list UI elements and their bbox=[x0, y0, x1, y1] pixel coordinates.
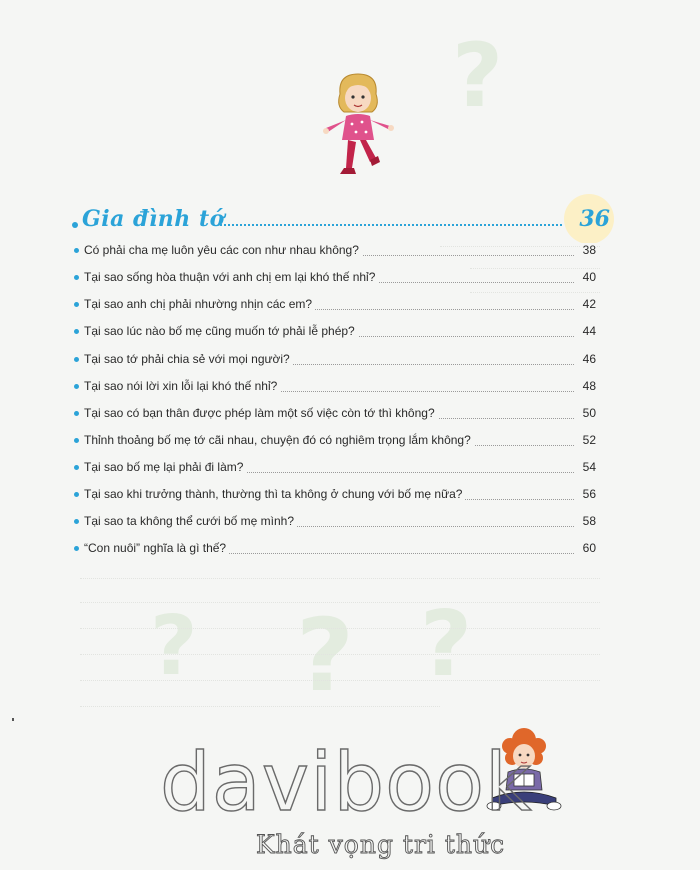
dot-leader bbox=[220, 224, 562, 226]
bullet-icon bbox=[74, 465, 79, 470]
toc-question: Tại sao sống hòa thuận với anh chị em lại khó thế nhỉ? bbox=[84, 270, 378, 284]
toc-item[interactable] bbox=[74, 539, 596, 559]
bullet-icon bbox=[74, 357, 79, 362]
girl-illustration bbox=[318, 70, 398, 198]
bleed-through-line bbox=[80, 578, 600, 579]
toc-page-number: 54 bbox=[582, 460, 596, 474]
toc-page-number: 52 bbox=[582, 433, 596, 447]
question-mark-icon: ? bbox=[452, 24, 504, 127]
bleed-through-line bbox=[80, 602, 600, 603]
toc-item[interactable] bbox=[74, 322, 596, 342]
toc-item[interactable] bbox=[74, 431, 596, 451]
bullet-icon bbox=[74, 384, 79, 389]
toc-page-number: 56 bbox=[582, 487, 596, 501]
toc-question: “Con nuôi” nghĩa là gì thế? bbox=[84, 541, 229, 555]
toc-item[interactable] bbox=[74, 404, 596, 424]
bullet-icon bbox=[74, 329, 79, 334]
toc-question: Có phải cha mẹ luôn yêu các con như nhau không? bbox=[84, 243, 362, 257]
toc-page-number: 48 bbox=[582, 379, 596, 393]
watermark-logo: davibook bbox=[160, 736, 533, 829]
toc-question: Tại sao ta không thể cưới bố mẹ mình? bbox=[84, 514, 297, 528]
toc-page-number: 42 bbox=[582, 297, 596, 311]
toc-question: Tại sao nói lời xin lỗi lại khó thế nhỉ? bbox=[84, 379, 280, 393]
question-mark-icon: ? bbox=[296, 597, 355, 714]
toc-page-number: 58 bbox=[582, 514, 596, 528]
section-title: Gia đình tớ bbox=[82, 206, 225, 232]
bleed-through-line bbox=[470, 292, 600, 293]
bullet-icon bbox=[74, 275, 79, 280]
bullet-icon bbox=[74, 411, 79, 416]
toc-page-number: 44 bbox=[582, 324, 596, 338]
toc-question: Tại sao có bạn thân được phép làm một số việc còn tớ thì không? bbox=[84, 406, 438, 420]
toc-item[interactable] bbox=[74, 268, 596, 288]
toc-page-number: 40 bbox=[582, 270, 596, 284]
toc-page-number: 38 bbox=[582, 243, 596, 257]
bullet-icon bbox=[74, 248, 79, 253]
toc-question: Thỉnh thoảng bố mẹ tớ cãi nhau, chuyện đó có nghiêm trọng lắm không? bbox=[84, 433, 474, 447]
toc-item[interactable] bbox=[74, 295, 596, 315]
bleed-through-line bbox=[80, 628, 600, 629]
toc-item[interactable] bbox=[74, 512, 596, 532]
bleed-through-line bbox=[80, 654, 600, 655]
section-page-number: 36 bbox=[579, 206, 610, 232]
toc-item[interactable] bbox=[74, 241, 596, 261]
bleed-through-line bbox=[80, 706, 440, 707]
bullet-icon bbox=[74, 302, 79, 307]
bleed-through-line bbox=[80, 680, 600, 681]
toc-question: Tại sao anh chị phải nhường nhịn các em? bbox=[84, 297, 315, 311]
question-mark-icon: ? bbox=[420, 592, 473, 697]
toc-page-number: 46 bbox=[582, 352, 596, 366]
toc-page-number: 60 bbox=[582, 541, 596, 555]
toc-item[interactable] bbox=[74, 485, 596, 505]
bullet-icon bbox=[74, 519, 79, 524]
toc-item[interactable] bbox=[74, 350, 596, 370]
scan-speck bbox=[12, 718, 14, 721]
watermark-tagline: Khát vọng tri thức bbox=[256, 830, 506, 859]
toc-question: Tại sao khi trưởng thành, thường thì ta không ở chung với bố mẹ nữa? bbox=[84, 487, 465, 501]
bullet-icon bbox=[74, 438, 79, 443]
toc-item[interactable] bbox=[74, 458, 596, 478]
section-heading[interactable] bbox=[70, 204, 610, 238]
toc-page-number: 50 bbox=[582, 406, 596, 420]
bullet-icon bbox=[74, 546, 79, 551]
toc-question: Tại sao bố mẹ lại phải đi làm? bbox=[84, 460, 246, 474]
question-mark-icon: ? bbox=[150, 599, 198, 694]
bullet-icon bbox=[72, 222, 78, 228]
bullet-icon bbox=[74, 492, 79, 497]
toc-question: Tại sao lúc nào bố mẹ cũng muốn tớ phải lễ phép? bbox=[84, 324, 358, 338]
toc-question: Tại sao tớ phải chia sẻ với mọi người? bbox=[84, 352, 293, 366]
toc-item[interactable] bbox=[74, 377, 596, 397]
